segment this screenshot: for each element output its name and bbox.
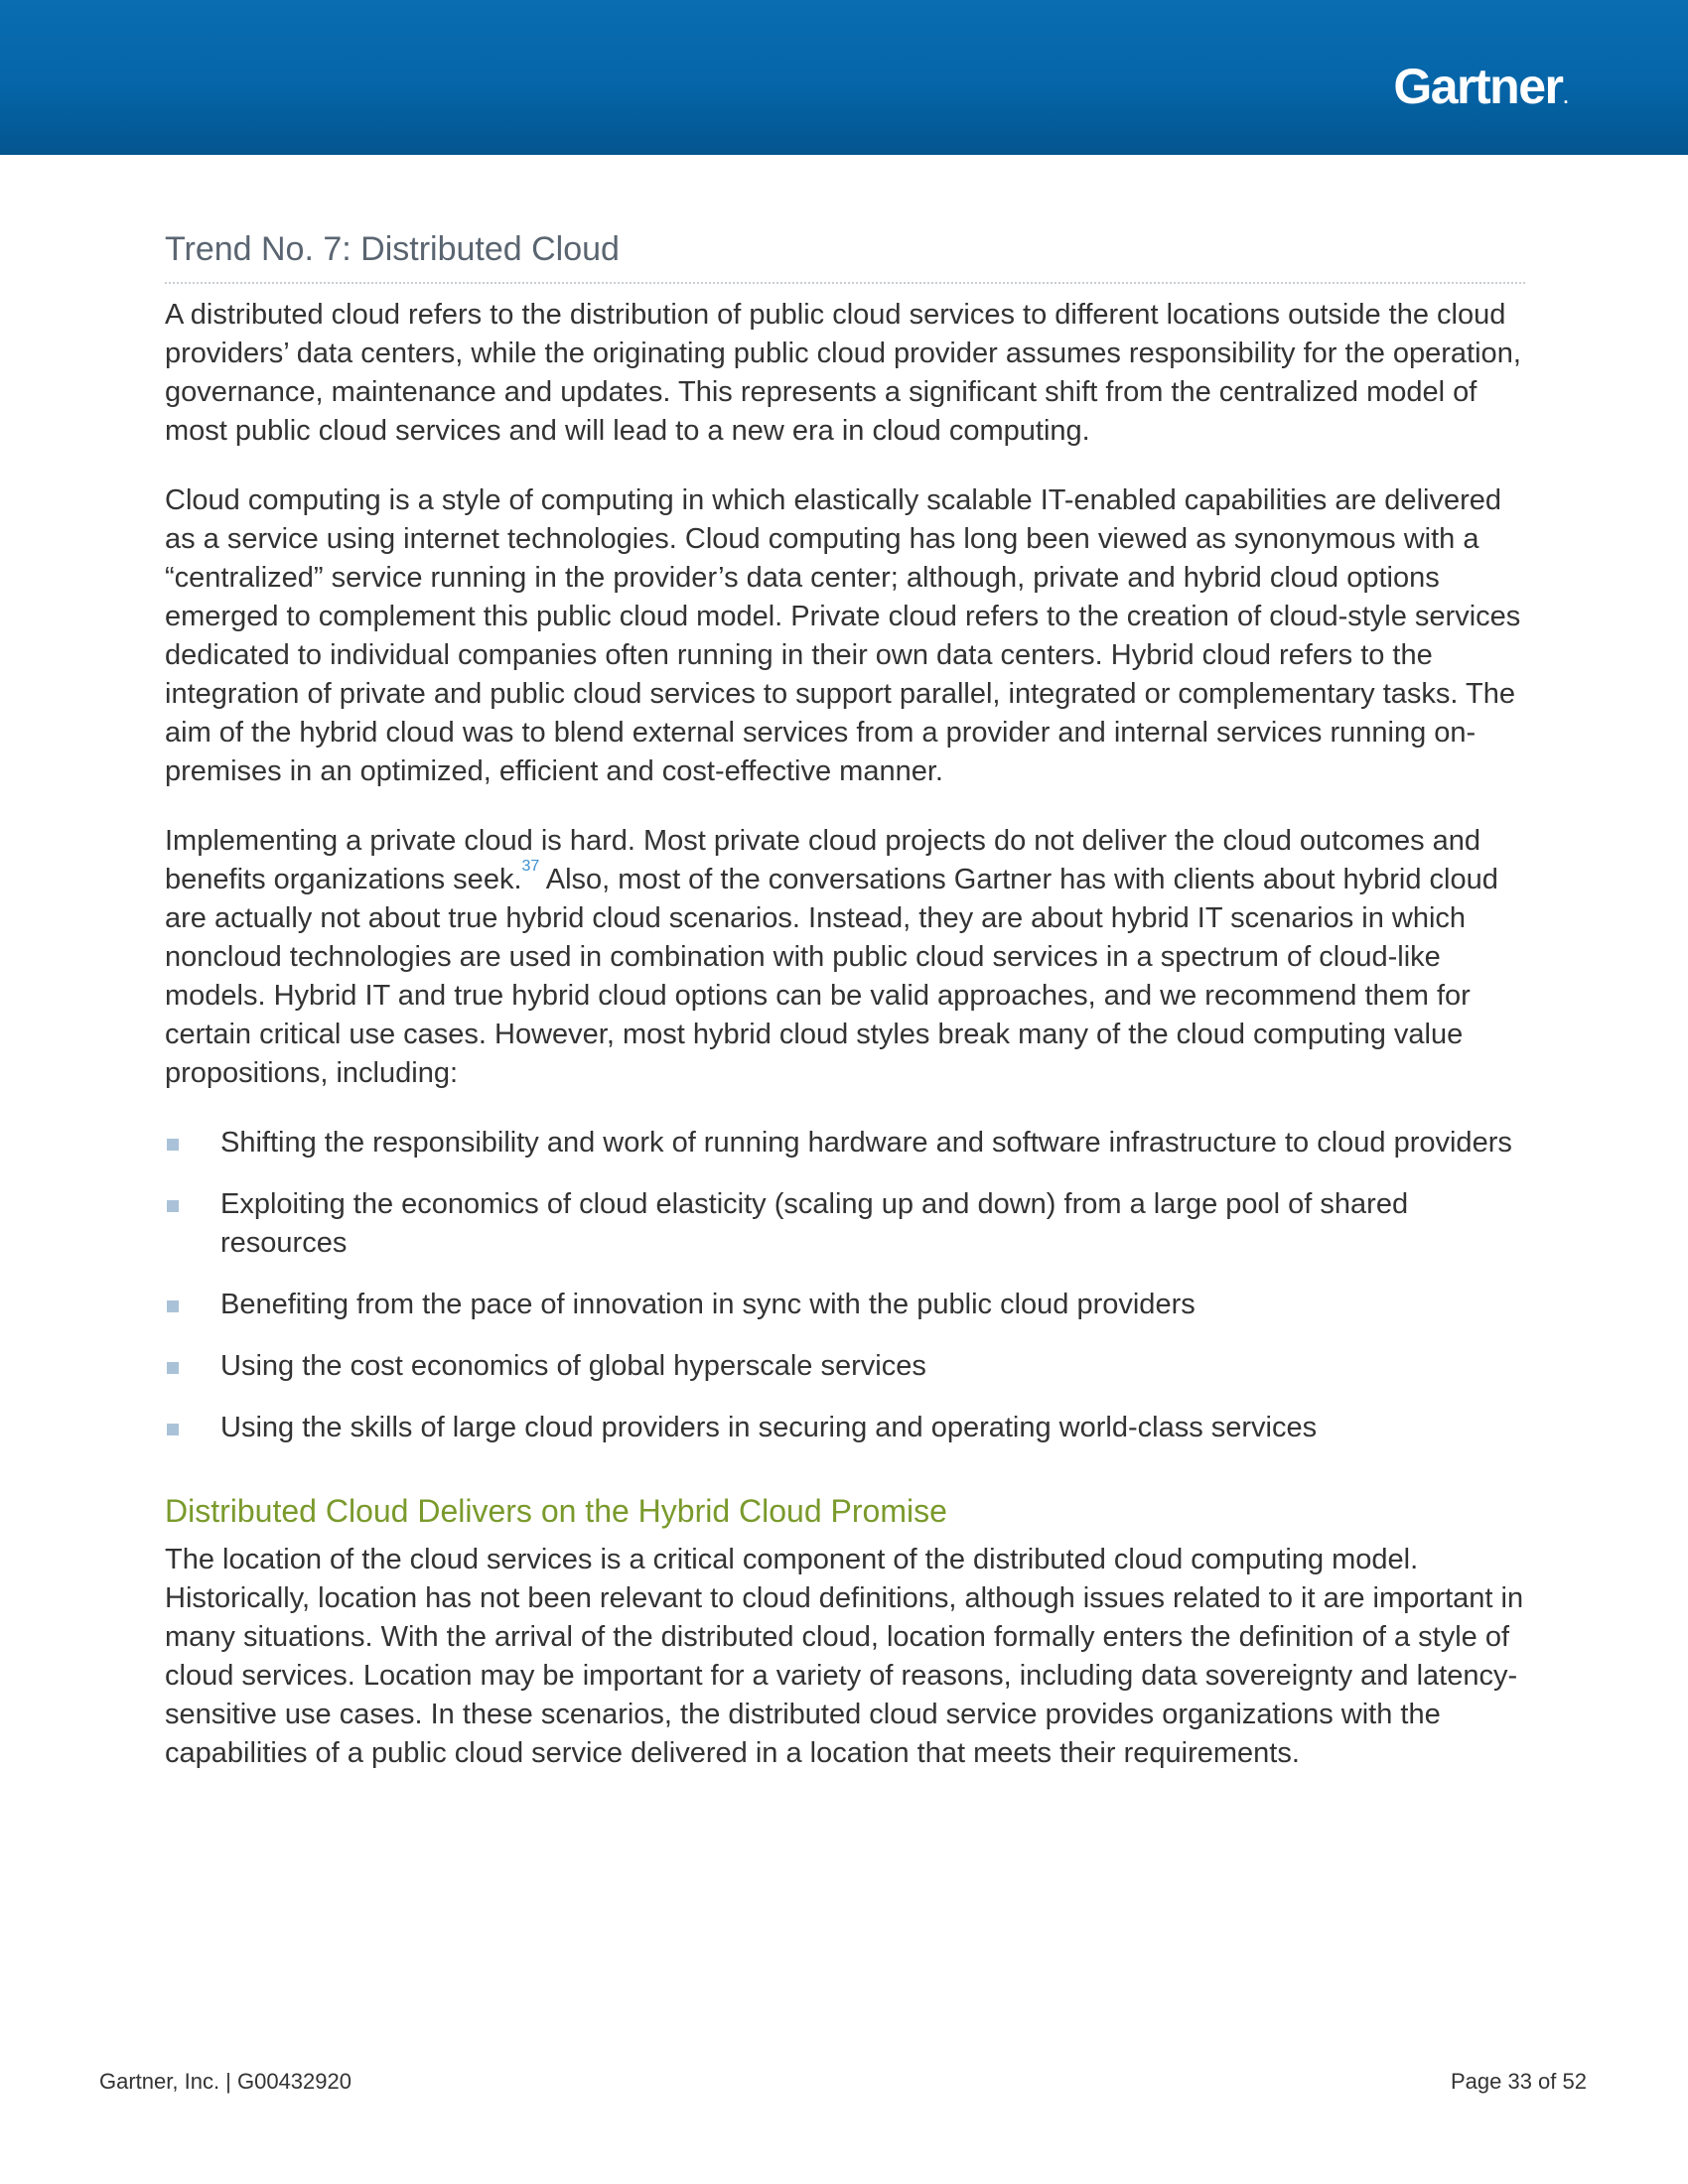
list-item bbox=[165, 1185, 1525, 1263]
list-item bbox=[165, 1347, 1525, 1386]
list-item bbox=[165, 1286, 1525, 1324]
subsection-heading: Distributed Cloud Delivers on the Hybrid Cloud Promise bbox=[165, 1493, 947, 1529]
list-item-text: Using the cost economics of global hyperscale services bbox=[220, 1350, 926, 1382]
footnote-link-37[interactable]: 37 bbox=[521, 858, 540, 875]
bullet-square-icon bbox=[167, 1424, 179, 1435]
bullet-square-icon bbox=[167, 1300, 179, 1312]
gartner-logo bbox=[1393, 59, 1567, 114]
list-item-text: Benefiting from the pace of innovation in sync with the public cloud providers bbox=[220, 1289, 1196, 1320]
paragraph-3-end: Also, most of the conversations Gartner has with clients about hybrid cloud are actually not about true hybrid cloud scenarios. Instead, they are about hybrid IT scenarios in which noncloud technologies are used in combination with public cloud services in a spectrum of cloud-like models. Hybrid IT and true hybrid cloud options can be valid approaches, and we recommend them for certain critical use cases. However, most hybrid cloud styles break many of the cloud computing value propositions, including: bbox=[165, 864, 1498, 1089]
bullet-square-icon bbox=[167, 1200, 179, 1212]
list-item-text: Shifting the responsibility and work of running hardware and software infrastructure to cloud providers bbox=[220, 1127, 1512, 1159]
list-item-text: Exploiting the economics of cloud elasticity (scaling up and down) from a large pool of shared resources bbox=[220, 1188, 1409, 1259]
paragraph-1: A distributed cloud refers to the distribution of public cloud services to different locations outside the cloud providers’ data centers, while the originating public cloud provider assumes responsibility for the operation, governance, maintenance and updates. This represents a significant shift from the centralized model of most public cloud services and will lead to a new era in cloud computing. bbox=[165, 299, 1521, 447]
paragraph-3-start: Implementing a private cloud is hard. Most private cloud projects do not deliver the cloud outcomes and benefits organizations seek. bbox=[165, 825, 1481, 895]
list-item-text: Using the skills of large cloud providers in securing and operating world-class services bbox=[220, 1412, 1318, 1443]
footer-document-id: Gartner, Inc. | G00432920 bbox=[99, 2069, 352, 2094]
paragraph-3 bbox=[165, 822, 1525, 1093]
bullet-square-icon bbox=[167, 1362, 179, 1374]
logo-dot: . bbox=[1563, 87, 1567, 107]
header-band bbox=[0, 0, 1688, 155]
logo-text: Gartner bbox=[1393, 59, 1563, 114]
section-title: Trend No. 7: Distributed Cloud bbox=[165, 226, 1525, 284]
list-item bbox=[165, 1409, 1525, 1447]
bullet-square-icon bbox=[167, 1139, 179, 1151]
main-content bbox=[165, 226, 1525, 1773]
paragraph-4: The location of the cloud services is a critical component of the distributed cloud computing model. Historically, location has not been relevant to cloud definitions, although issues related to it are important in many situations. With the arrival of the distributed cloud, location formally enters the definition of a style of cloud services. Location may be important for a variety of reasons, including data sovereignty and latency-sensitive use cases. In these scenarios, the distributed cloud service provides organizations with the capabilities of a public cloud service delivered in a location that meets their requirements. bbox=[165, 1544, 1524, 1769]
list-item bbox=[165, 1124, 1525, 1162]
footer-page-number: Page 33 of 52 bbox=[1450, 2069, 1587, 2094]
value-propositions-list bbox=[165, 1124, 1525, 1447]
paragraph-2: Cloud computing is a style of computing in which elastically scalable IT-enabled capabilities are delivered as a service using internet technologies. Cloud computing has long been viewed as synonymous with a “centralized” service running in the provider’s data center; although, private and hybrid cloud options emerged to complement this public cloud model. Private cloud refers to the creation of cloud-style services dedicated to individual companies often running in their own data centers. Hybrid cloud refers to the integration of private and public cloud services to support parallel, integrated or complementary tasks. The aim of the hybrid cloud was to blend external services from a provider and internal services running on-premises in an optimized, efficient and cost-effective manner. bbox=[165, 484, 1521, 787]
